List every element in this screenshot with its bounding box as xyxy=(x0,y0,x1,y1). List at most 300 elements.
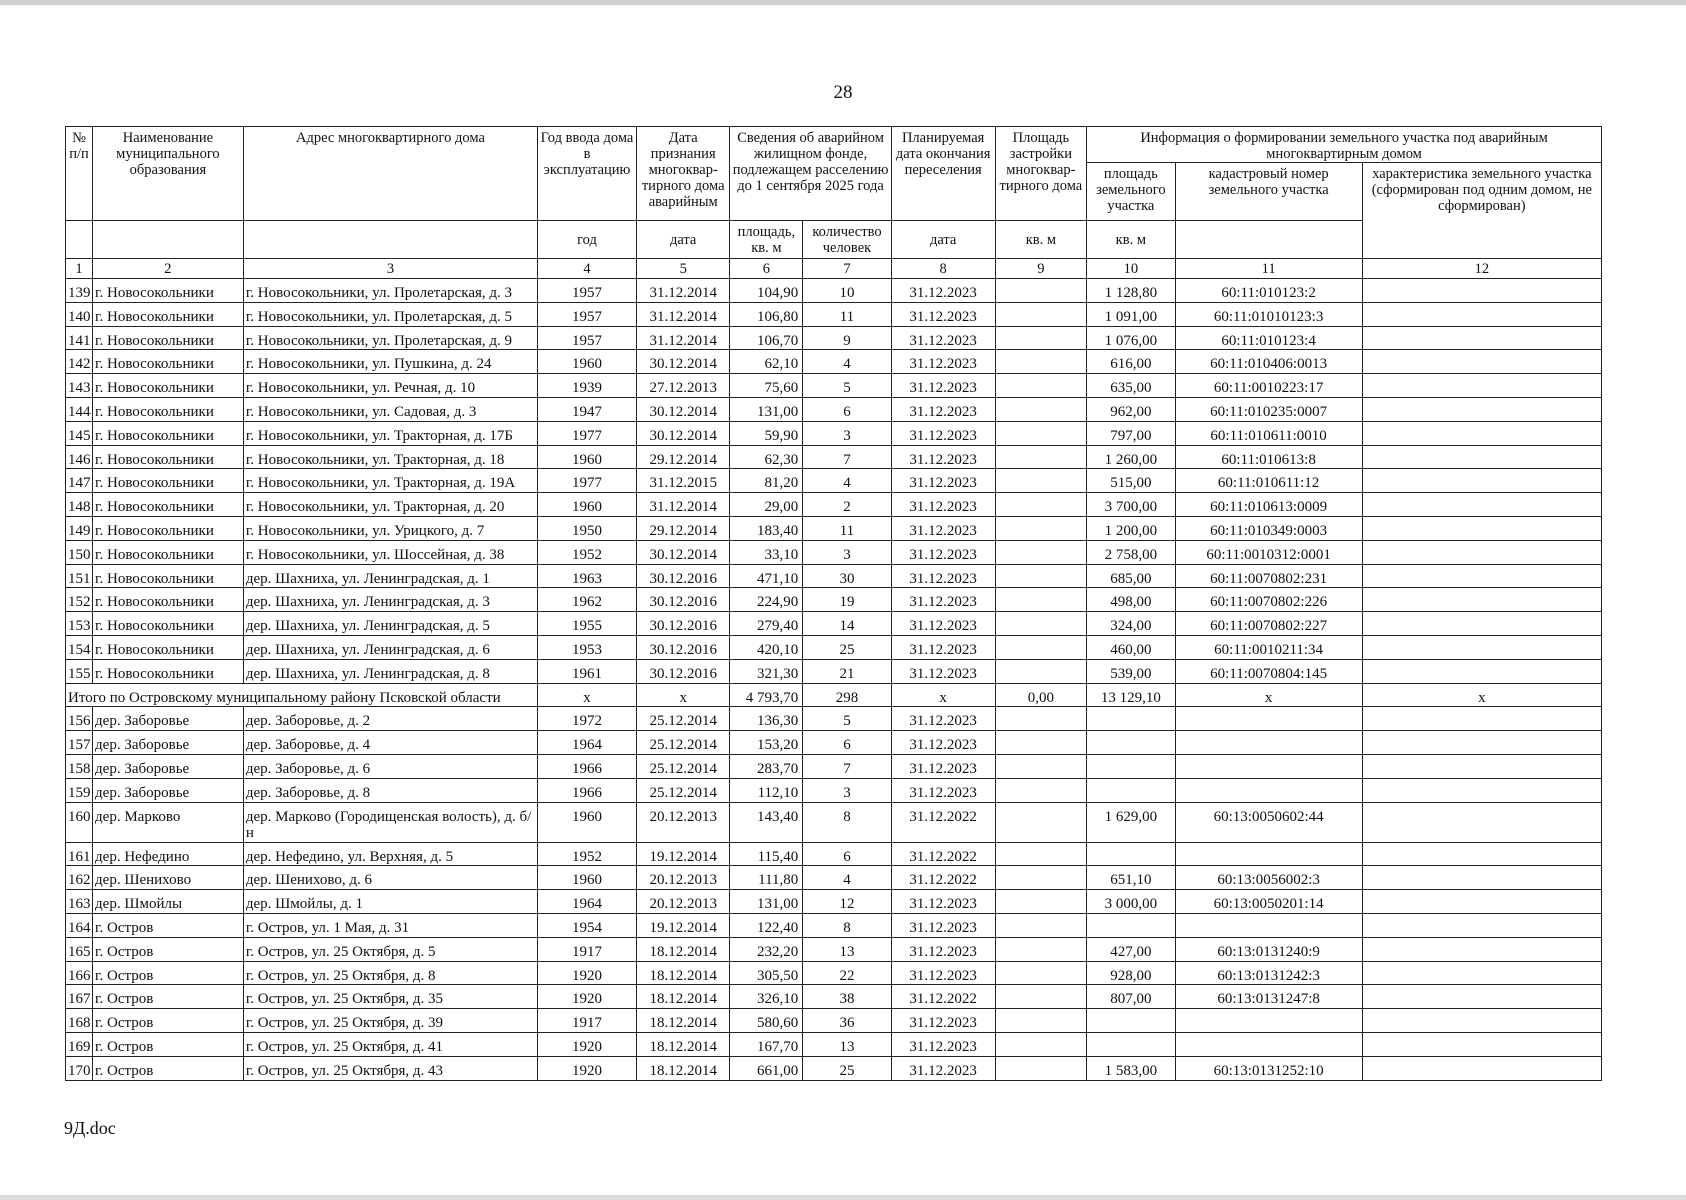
col-num-3: 3 xyxy=(243,259,537,279)
recognition-date-cell: 31.12.2014 xyxy=(636,302,730,326)
year-cell: 1952 xyxy=(538,842,637,866)
municipality-cell: г. Новосокольники xyxy=(93,350,244,374)
recognition-date-cell: 18.12.2014 xyxy=(636,961,730,985)
table-row xyxy=(66,731,1602,755)
planned-date-cell: 31.12.2023 xyxy=(891,731,995,755)
table-row xyxy=(66,445,1602,469)
people-count-cell: 38 xyxy=(803,985,891,1009)
municipality-cell: г. Остров xyxy=(93,1056,244,1080)
people-count-cell: 5 xyxy=(803,707,891,731)
year-cell: 1957 xyxy=(538,326,637,350)
recognition-date-cell: 27.12.2013 xyxy=(636,374,730,398)
address-cell: г. Новосокольники, ул. Тракторная, д. 18 xyxy=(243,445,537,469)
people-count-cell: 6 xyxy=(803,731,891,755)
land-char-cell xyxy=(1362,302,1601,326)
table-row xyxy=(66,985,1602,1009)
unit-people: количество человек xyxy=(803,221,891,259)
area-cell: 321,30 xyxy=(730,659,803,683)
col-num-2: 2 xyxy=(93,259,244,279)
table-row xyxy=(66,493,1602,517)
row-number: 140 xyxy=(66,302,93,326)
municipality-cell: г. Новосокольники xyxy=(93,445,244,469)
land-area-cell: 928,00 xyxy=(1087,961,1175,985)
scan-edge-top xyxy=(0,0,1686,5)
unit-cadastral-empty xyxy=(1175,221,1362,259)
recognition-date-cell: 18.12.2014 xyxy=(636,1009,730,1033)
recognition-date-cell: 19.12.2014 xyxy=(636,913,730,937)
land-area-cell: 539,00 xyxy=(1087,659,1175,683)
row-number: 141 xyxy=(66,326,93,350)
total-year: х xyxy=(538,683,637,707)
planned-date-cell: 31.12.2023 xyxy=(891,635,995,659)
recognition-date-cell: 18.12.2014 xyxy=(636,1056,730,1080)
cadastral-number-cell: 60:11:010406:0013 xyxy=(1175,350,1362,374)
build-area-cell xyxy=(995,866,1087,890)
land-area-cell: 1 260,00 xyxy=(1087,445,1175,469)
people-count-cell: 6 xyxy=(803,397,891,421)
people-count-cell: 8 xyxy=(803,802,891,842)
unit-date: дата xyxy=(636,221,730,259)
build-area-cell xyxy=(995,326,1087,350)
recognition-date-cell: 25.12.2014 xyxy=(636,754,730,778)
area-cell: 136,30 xyxy=(730,707,803,731)
unit-municipality-empty xyxy=(93,221,244,259)
area-cell: 326,10 xyxy=(730,985,803,1009)
people-count-cell: 3 xyxy=(803,778,891,802)
year-cell: 1966 xyxy=(538,754,637,778)
cadastral-number-cell: 60:11:0010312:0001 xyxy=(1175,540,1362,564)
area-cell: 167,70 xyxy=(730,1032,803,1056)
planned-date-cell: 31.12.2023 xyxy=(891,754,995,778)
col-num-1: 1 xyxy=(66,259,93,279)
people-count-cell: 11 xyxy=(803,516,891,540)
cadastral-number-cell xyxy=(1175,913,1362,937)
municipality-cell: г. Остров xyxy=(93,937,244,961)
table-row xyxy=(66,707,1602,731)
header-land-area: площадь земельного участка xyxy=(1087,163,1175,221)
planned-date-cell: 31.12.2023 xyxy=(891,516,995,540)
recognition-date-cell: 18.12.2014 xyxy=(636,937,730,961)
area-cell: 143,40 xyxy=(730,802,803,842)
land-area-cell xyxy=(1087,842,1175,866)
table-row xyxy=(66,374,1602,398)
municipality-cell: дер. Шмойлы xyxy=(93,890,244,914)
address-cell: дер. Заборовье, д. 4 xyxy=(243,731,537,755)
address-cell: г. Новосокольники, ул. Пушкина, д. 24 xyxy=(243,350,537,374)
year-cell: 1963 xyxy=(538,564,637,588)
build-area-cell xyxy=(995,612,1087,636)
land-char-cell xyxy=(1362,374,1601,398)
row-number: 157 xyxy=(66,731,93,755)
address-cell: г. Остров, ул. 1 Мая, д. 31 xyxy=(243,913,537,937)
build-area-cell xyxy=(995,1056,1087,1080)
recognition-date-cell: 18.12.2014 xyxy=(636,1032,730,1056)
area-cell: 29,00 xyxy=(730,493,803,517)
address-cell: г. Новосокольники, ул. Тракторная, д. 20 xyxy=(243,493,537,517)
land-char-cell xyxy=(1362,754,1601,778)
unit-build-area: кв. м xyxy=(995,221,1087,259)
total-char: х xyxy=(1362,683,1601,707)
year-cell: 1964 xyxy=(538,731,637,755)
total-row xyxy=(66,683,1602,707)
year-cell: 1960 xyxy=(538,350,637,374)
year-cell: 1939 xyxy=(538,374,637,398)
table-row xyxy=(66,469,1602,493)
municipality-cell: дер. Заборовье xyxy=(93,731,244,755)
row-number: 139 xyxy=(66,279,93,303)
municipality-cell: г. Новосокольники xyxy=(93,469,244,493)
col-num-12: 12 xyxy=(1362,259,1601,279)
header-year: Год ввода дома в эксплуатацию xyxy=(538,127,637,221)
year-cell: 1966 xyxy=(538,778,637,802)
planned-date-cell: 31.12.2023 xyxy=(891,421,995,445)
cadastral-number-cell xyxy=(1175,778,1362,802)
row-number: 142 xyxy=(66,350,93,374)
cadastral-number-cell xyxy=(1175,1032,1362,1056)
land-char-cell xyxy=(1362,1032,1601,1056)
land-area-cell: 1 076,00 xyxy=(1087,326,1175,350)
municipality-cell: г. Остров xyxy=(93,961,244,985)
people-count-cell: 3 xyxy=(803,540,891,564)
address-cell: г. Остров, ул. 25 Октября, д. 41 xyxy=(243,1032,537,1056)
area-cell: 122,40 xyxy=(730,913,803,937)
table-row xyxy=(66,302,1602,326)
people-count-cell: 10 xyxy=(803,279,891,303)
planned-date-cell: 31.12.2022 xyxy=(891,985,995,1009)
cadastral-number-cell: 60:13:0131242:3 xyxy=(1175,961,1362,985)
cadastral-number-cell: 60:13:0131240:9 xyxy=(1175,937,1362,961)
municipality-cell: дер. Шенихово xyxy=(93,866,244,890)
col-num-10: 10 xyxy=(1087,259,1175,279)
header-land-info: Информация о формировании земельного участка под аварийным многоквартирным домом xyxy=(1087,127,1602,163)
recognition-date-cell: 19.12.2014 xyxy=(636,842,730,866)
planned-date-cell: 31.12.2023 xyxy=(891,374,995,398)
land-area-cell xyxy=(1087,731,1175,755)
area-cell: 106,70 xyxy=(730,326,803,350)
recognition-date-cell: 31.12.2014 xyxy=(636,326,730,350)
area-cell: 115,40 xyxy=(730,842,803,866)
row-number: 168 xyxy=(66,1009,93,1033)
col-num-4: 4 xyxy=(538,259,637,279)
row-number: 144 xyxy=(66,397,93,421)
table-row xyxy=(66,397,1602,421)
year-cell: 1952 xyxy=(538,540,637,564)
municipality-cell: дер. Заборовье xyxy=(93,754,244,778)
table-row xyxy=(66,937,1602,961)
recognition-date-cell: 25.12.2014 xyxy=(636,731,730,755)
table-row xyxy=(66,961,1602,985)
recognition-date-cell: 29.12.2014 xyxy=(636,445,730,469)
build-area-cell xyxy=(995,421,1087,445)
year-cell: 1947 xyxy=(538,397,637,421)
land-area-cell xyxy=(1087,913,1175,937)
cadastral-number-cell: 60:11:010611:12 xyxy=(1175,469,1362,493)
area-cell: 104,90 xyxy=(730,279,803,303)
table-row xyxy=(66,564,1602,588)
land-char-cell xyxy=(1362,707,1601,731)
table-row xyxy=(66,350,1602,374)
unit-land-area: кв. м xyxy=(1087,221,1175,259)
address-cell: г. Новосокольники, ул. Тракторная, д. 17Б xyxy=(243,421,537,445)
municipality-cell: г. Новосокольники xyxy=(93,659,244,683)
municipality-cell: г. Новосокольники xyxy=(93,374,244,398)
planned-date-cell: 31.12.2023 xyxy=(891,937,995,961)
area-cell: 62,30 xyxy=(730,445,803,469)
cadastral-number-cell: 60:11:0010211:34 xyxy=(1175,635,1362,659)
col-num-9: 9 xyxy=(995,259,1087,279)
planned-date-cell: 31.12.2023 xyxy=(891,1009,995,1033)
address-cell: г. Новосокольники, ул. Шоссейная, д. 38 xyxy=(243,540,537,564)
header-address: Адрес многоквартирного дома xyxy=(243,127,537,221)
recognition-date-cell: 31.12.2014 xyxy=(636,279,730,303)
address-cell: дер. Шенихово, д. 6 xyxy=(243,866,537,890)
land-char-cell xyxy=(1362,1056,1601,1080)
address-cell: г. Новосокольники, ул. Пролетарская, д. 3 xyxy=(243,279,537,303)
cadastral-number-cell: 60:11:01010123:3 xyxy=(1175,302,1362,326)
land-area-cell: 807,00 xyxy=(1087,985,1175,1009)
col-num-11: 11 xyxy=(1175,259,1362,279)
unit-address-empty xyxy=(243,221,537,259)
land-char-cell xyxy=(1362,842,1601,866)
planned-date-cell: 31.12.2023 xyxy=(891,279,995,303)
address-cell: дер. Шахниха, ул. Ленинградская, д. 6 xyxy=(243,635,537,659)
land-char-cell xyxy=(1362,802,1601,842)
row-number: 147 xyxy=(66,469,93,493)
area-cell: 106,80 xyxy=(730,302,803,326)
total-date: х xyxy=(636,683,730,707)
row-number: 143 xyxy=(66,374,93,398)
cadastral-number-cell: 60:11:0010223:17 xyxy=(1175,374,1362,398)
address-cell: г. Остров, ул. 25 Октября, д. 35 xyxy=(243,985,537,1009)
row-number: 170 xyxy=(66,1056,93,1080)
address-cell: г. Остров, ул. 25 Октября, д. 8 xyxy=(243,961,537,985)
cadastral-number-cell: 60:11:010613:8 xyxy=(1175,445,1362,469)
recognition-date-cell: 20.12.2013 xyxy=(636,890,730,914)
land-area-cell: 1 128,80 xyxy=(1087,279,1175,303)
land-char-cell xyxy=(1362,1009,1601,1033)
file-name-footer: 9Д.doc xyxy=(64,1118,116,1138)
build-area-cell xyxy=(995,842,1087,866)
people-count-cell: 2 xyxy=(803,493,891,517)
row-number: 158 xyxy=(66,754,93,778)
year-cell: 1920 xyxy=(538,1056,637,1080)
table-row xyxy=(66,279,1602,303)
header-build-area: Площадь застройки многоквар-тирного дома xyxy=(995,127,1087,221)
people-count-cell: 25 xyxy=(803,635,891,659)
area-cell: 81,20 xyxy=(730,469,803,493)
table-row xyxy=(66,802,1602,842)
build-area-cell xyxy=(995,937,1087,961)
cadastral-number-cell: 60:11:010611:0010 xyxy=(1175,421,1362,445)
municipality-cell: г. Остров xyxy=(93,1009,244,1033)
cadastral-number-cell xyxy=(1175,707,1362,731)
address-cell: дер. Шахниха, ул. Ленинградская, д. 3 xyxy=(243,588,537,612)
year-cell: 1977 xyxy=(538,421,637,445)
people-count-cell: 22 xyxy=(803,961,891,985)
land-char-cell xyxy=(1362,469,1601,493)
cadastral-number-cell: 60:11:010235:0007 xyxy=(1175,397,1362,421)
area-cell: 62,10 xyxy=(730,350,803,374)
row-number: 167 xyxy=(66,985,93,1009)
build-area-cell xyxy=(995,635,1087,659)
planned-date-cell: 31.12.2023 xyxy=(891,612,995,636)
planned-date-cell: 31.12.2023 xyxy=(891,350,995,374)
year-cell: 1977 xyxy=(538,469,637,493)
total-build: 0,00 xyxy=(995,683,1087,707)
municipality-cell: г. Остров xyxy=(93,1032,244,1056)
year-cell: 1920 xyxy=(538,1032,637,1056)
address-cell: дер. Шмойлы, д. 1 xyxy=(243,890,537,914)
row-number: 146 xyxy=(66,445,93,469)
land-char-cell xyxy=(1362,731,1601,755)
land-area-cell xyxy=(1087,1009,1175,1033)
people-count-cell: 4 xyxy=(803,469,891,493)
recognition-date-cell: 25.12.2014 xyxy=(636,778,730,802)
year-cell: 1920 xyxy=(538,985,637,1009)
land-char-cell xyxy=(1362,350,1601,374)
land-area-cell: 515,00 xyxy=(1087,469,1175,493)
planned-date-cell: 31.12.2023 xyxy=(891,961,995,985)
recognition-date-cell: 30.12.2014 xyxy=(636,350,730,374)
col-num-5: 5 xyxy=(636,259,730,279)
build-area-cell xyxy=(995,961,1087,985)
planned-date-cell: 31.12.2023 xyxy=(891,302,995,326)
year-cell: 1953 xyxy=(538,635,637,659)
planned-date-cell: 31.12.2023 xyxy=(891,326,995,350)
land-area-cell: 498,00 xyxy=(1087,588,1175,612)
total-cadastral: х xyxy=(1175,683,1362,707)
year-cell: 1917 xyxy=(538,1009,637,1033)
header-land-char: характеристика земельного участка (сформирован под одним домом, не сформирован) xyxy=(1362,163,1601,259)
people-count-cell: 8 xyxy=(803,913,891,937)
row-number: 162 xyxy=(66,866,93,890)
municipality-cell: г. Новосокольники xyxy=(93,302,244,326)
area-cell: 420,10 xyxy=(730,635,803,659)
land-area-cell xyxy=(1087,1032,1175,1056)
municipality-cell: г. Новосокольники xyxy=(93,326,244,350)
municipality-cell: г. Новосокольники xyxy=(93,612,244,636)
planned-date-cell: 31.12.2023 xyxy=(891,493,995,517)
row-number: 160 xyxy=(66,802,93,842)
planned-date-cell: 31.12.2023 xyxy=(891,707,995,731)
land-char-cell xyxy=(1362,612,1601,636)
address-cell: г. Новосокольники, ул. Пролетарская, д. 5 xyxy=(243,302,537,326)
cadastral-number-cell: 60:11:010349:0003 xyxy=(1175,516,1362,540)
people-count-cell: 5 xyxy=(803,374,891,398)
people-count-cell: 13 xyxy=(803,937,891,961)
row-number: 148 xyxy=(66,493,93,517)
recognition-date-cell: 30.12.2016 xyxy=(636,635,730,659)
year-cell: 1962 xyxy=(538,588,637,612)
header-fund-info: Сведения об аварийном жилищном фонде, подлежащем расселению до 1 сентября 2025 года xyxy=(730,127,891,221)
land-char-cell xyxy=(1362,445,1601,469)
cadastral-number-cell: 60:13:0131247:8 xyxy=(1175,985,1362,1009)
table-row xyxy=(66,1056,1602,1080)
recognition-date-cell: 30.12.2014 xyxy=(636,397,730,421)
land-area-cell: 962,00 xyxy=(1087,397,1175,421)
year-cell: 1955 xyxy=(538,612,637,636)
header-planned-date: Планируемая дата окончания переселения xyxy=(891,127,995,221)
municipality-cell: дер. Заборовье xyxy=(93,707,244,731)
municipality-cell: г. Новосокольники xyxy=(93,397,244,421)
municipality-cell: г. Новосокольники xyxy=(93,635,244,659)
row-number: 166 xyxy=(66,961,93,985)
recognition-date-cell: 30.12.2014 xyxy=(636,421,730,445)
planned-date-cell: 31.12.2023 xyxy=(891,659,995,683)
area-cell: 131,00 xyxy=(730,890,803,914)
address-cell: г. Остров, ул. 25 Октября, д. 39 xyxy=(243,1009,537,1033)
year-cell: 1920 xyxy=(538,961,637,985)
total-area: 4 793,70 xyxy=(730,683,803,707)
col-num-7: 7 xyxy=(803,259,891,279)
address-cell: г. Остров, ул. 25 Октября, д. 5 xyxy=(243,937,537,961)
header-municipality: Наименование муниципального образования xyxy=(93,127,244,221)
cadastral-number-cell: 60:11:010123:2 xyxy=(1175,279,1362,303)
table-row xyxy=(66,1032,1602,1056)
municipality-cell: г. Новосокольники xyxy=(93,588,244,612)
build-area-cell xyxy=(995,731,1087,755)
people-count-cell: 21 xyxy=(803,659,891,683)
recognition-date-cell: 20.12.2013 xyxy=(636,802,730,842)
area-cell: 471,10 xyxy=(730,564,803,588)
land-area-cell: 1 200,00 xyxy=(1087,516,1175,540)
planned-date-cell: 31.12.2022 xyxy=(891,866,995,890)
address-cell: дер. Заборовье, д. 6 xyxy=(243,754,537,778)
cadastral-number-cell: 60:13:0050201:14 xyxy=(1175,890,1362,914)
people-count-cell: 7 xyxy=(803,445,891,469)
area-cell: 224,90 xyxy=(730,588,803,612)
recognition-date-cell: 30.12.2016 xyxy=(636,659,730,683)
cadastral-number-cell: 60:11:0070802:226 xyxy=(1175,588,1362,612)
address-cell: г. Новосокольники, ул. Тракторная, д. 19А xyxy=(243,469,537,493)
land-char-cell xyxy=(1362,866,1601,890)
address-cell: дер. Заборовье, д. 2 xyxy=(243,707,537,731)
build-area-cell xyxy=(995,469,1087,493)
area-cell: 279,40 xyxy=(730,612,803,636)
planned-date-cell: 31.12.2023 xyxy=(891,1056,995,1080)
planned-date-cell: 31.12.2023 xyxy=(891,913,995,937)
area-cell: 131,00 xyxy=(730,397,803,421)
address-cell: дер. Заборовье, д. 8 xyxy=(243,778,537,802)
table-row xyxy=(66,516,1602,540)
recognition-date-cell: 18.12.2014 xyxy=(636,985,730,1009)
row-number: 145 xyxy=(66,421,93,445)
land-area-cell: 651,10 xyxy=(1087,866,1175,890)
build-area-cell xyxy=(995,707,1087,731)
cadastral-number-cell xyxy=(1175,1009,1362,1033)
land-char-cell xyxy=(1362,635,1601,659)
land-char-cell xyxy=(1362,659,1601,683)
area-cell: 112,10 xyxy=(730,778,803,802)
people-count-cell: 13 xyxy=(803,1032,891,1056)
area-cell: 232,20 xyxy=(730,937,803,961)
municipality-cell: г. Новосокольники xyxy=(93,421,244,445)
build-area-cell xyxy=(995,445,1087,469)
cadastral-number-cell: 60:11:010613:0009 xyxy=(1175,493,1362,517)
address-cell: дер. Нефедино, ул. Верхняя, д. 5 xyxy=(243,842,537,866)
address-cell: дер. Шахниха, ул. Ленинградская, д. 8 xyxy=(243,659,537,683)
row-number: 156 xyxy=(66,707,93,731)
land-char-cell xyxy=(1362,937,1601,961)
municipality-cell: г. Остров xyxy=(93,913,244,937)
build-area-cell xyxy=(995,279,1087,303)
total-people: 298 xyxy=(803,683,891,707)
land-char-cell xyxy=(1362,564,1601,588)
build-area-cell xyxy=(995,890,1087,914)
land-char-cell xyxy=(1362,890,1601,914)
table-row xyxy=(66,913,1602,937)
table-row xyxy=(66,421,1602,445)
